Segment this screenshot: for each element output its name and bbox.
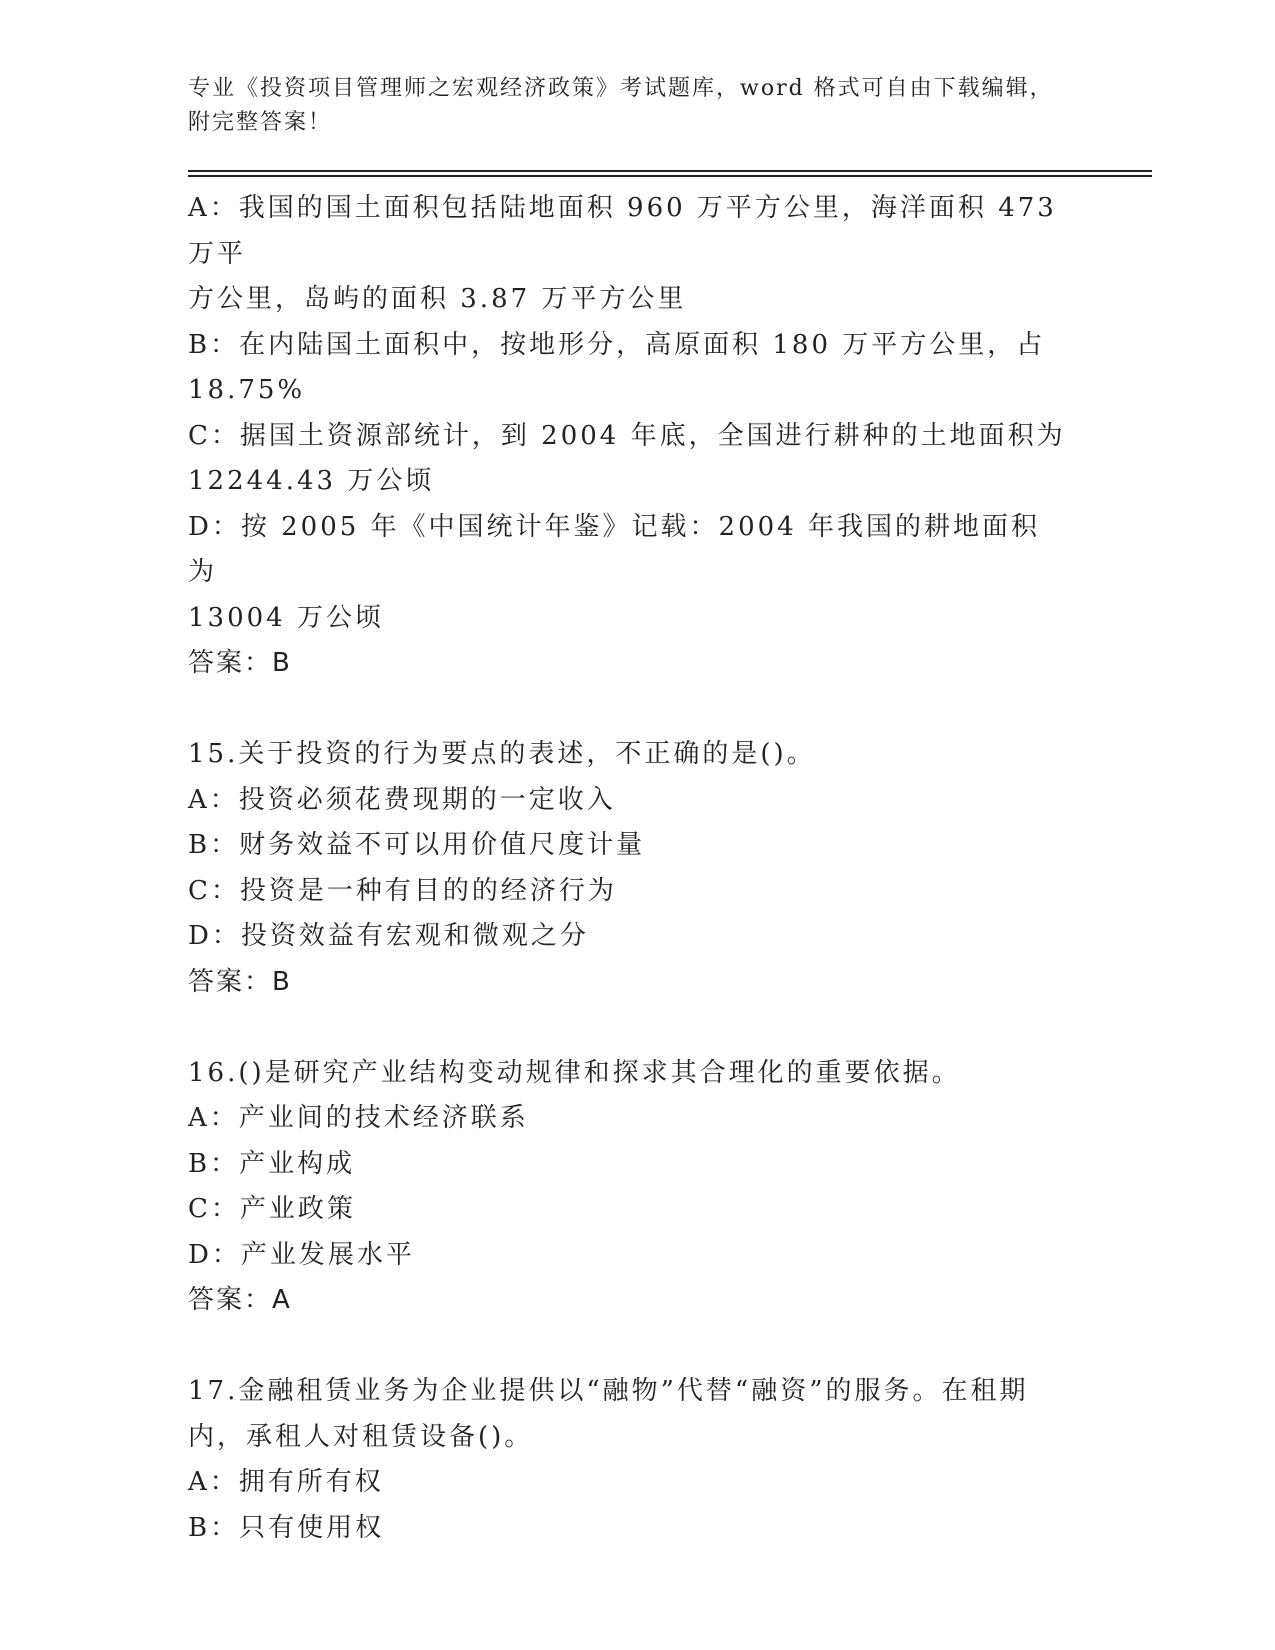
answer: 答案：A	[188, 1285, 292, 1315]
spacer	[188, 1005, 1068, 1051]
header-rule-bottom	[188, 175, 1152, 177]
answer: 答案：B	[188, 648, 292, 678]
header-rule-top	[188, 170, 1152, 172]
spacer	[188, 1324, 1068, 1370]
header-line-1: 专业《投资项目管理师之宏观经济政策》考试题库，word 格式可自由下载编辑，	[188, 76, 1054, 101]
answer: 答案：B	[188, 966, 292, 997]
option-c-line-2: 12244.43 万公顷	[188, 466, 435, 496]
option-d: D：投资效益有宏观和微观之分	[188, 921, 589, 951]
option-d-line-2: 13004 万公顷	[188, 602, 384, 633]
option-a: A：投资必须花费现期的一定收入	[188, 784, 616, 815]
question-16	[188, 1051, 1068, 1324]
option-d: D：产业发展水平	[188, 1239, 415, 1270]
option-c: C：产业政策	[188, 1194, 356, 1224]
option-b: B：产业构成	[188, 1148, 356, 1179]
question-14	[188, 186, 1068, 687]
question-text: 16.()是研究产业结构变动规律和探求其合理化的重要依据。	[188, 1057, 961, 1088]
header-line-2: 附完整答案！	[188, 110, 333, 135]
spacer	[188, 687, 1068, 733]
question-list	[188, 186, 1068, 1551]
question-text: 15.关于投资的行为要点的表述，不正确的是()。	[188, 739, 816, 769]
question-17	[188, 1369, 1068, 1551]
question-text-line-2: 内，承租人对租赁设备()。	[188, 1421, 534, 1452]
option-b-line-2: 18.75%	[188, 375, 306, 405]
option-a-line-2: 方公里，岛屿的面积 3.87 万平方公里	[188, 284, 687, 314]
document-header	[188, 72, 1068, 140]
option-b: B：只有使用权	[188, 1512, 385, 1543]
option-c-line-1: C：据国土资源部统计，到 2004 年底，全国进行耕种的土地面积为	[188, 420, 1066, 451]
option-a-line-1: A：我国的国土面积包括陆地面积 960 万平方公里，海洋面积 473 万平	[188, 193, 1069, 269]
option-c: C：投资是一种有目的的经济行为	[188, 875, 617, 906]
option-d-line-1: D：按 2005 年《中国统计年鉴》记载：2004 年我国的耕地面积为	[188, 511, 1040, 587]
option-a: A：产业间的技术经济联系	[188, 1103, 529, 1133]
option-b: B：财务效益不可以用价值尺度计量	[188, 830, 646, 860]
question-15	[188, 732, 1068, 1005]
option-a: A：拥有所有权	[188, 1467, 384, 1497]
question-text-line-1: 17.金融租赁业务为企业提供以“融物”代替“融资”的服务。在租期	[188, 1376, 1029, 1406]
option-b-line-1: B：在内陆国土面积中，按地形分，高原面积 180 万平方公里，占	[188, 329, 1046, 360]
